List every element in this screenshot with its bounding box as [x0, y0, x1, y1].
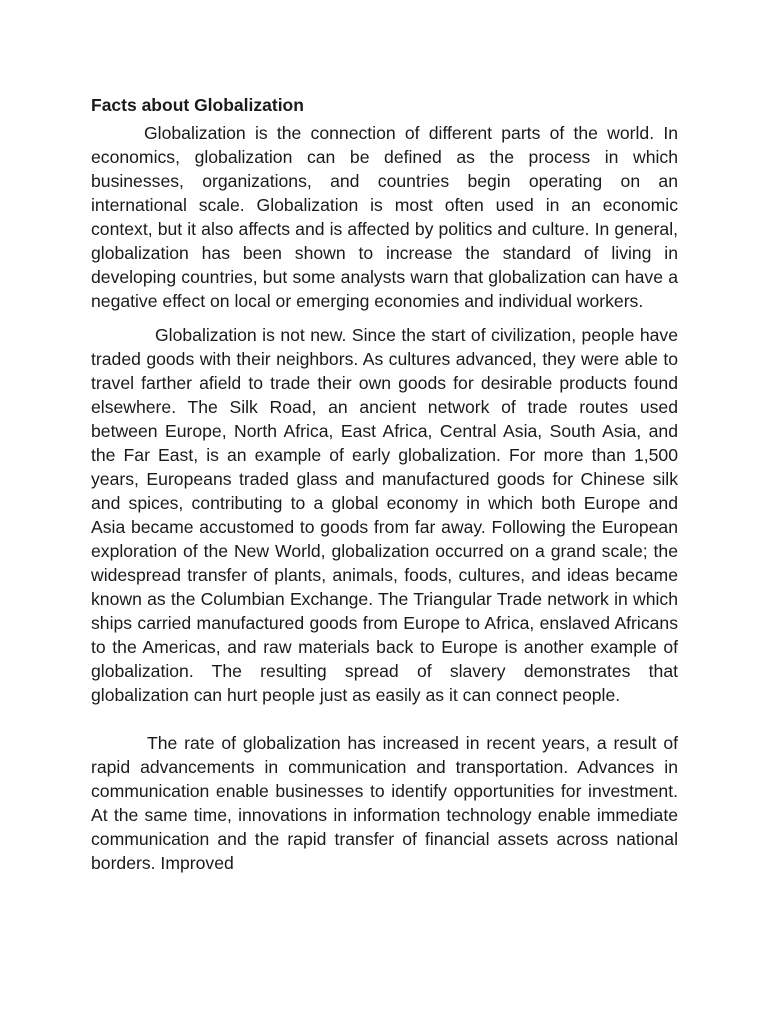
- document-page: [91, 93, 678, 875]
- paragraph-modern: The rate of globalization has increased in recent years, a result of rapid advancements in communication and transportation. Advances in communication enable businesses to identify opportunities for investment. At the same time, innovations in information technology enable immediate communication and the rapid transfer of financial assets across national borders. Improved: [91, 733, 678, 873]
- document-title: Facts about Globalization: [91, 95, 304, 115]
- paragraph-intro: Globalization is the connection of different parts of the world. In economics, globalization can be defined as the process in which businesses, organizations, and countries begin operating on an international scale. Globalization is most often used in an economic context, but it also affects and is affected by politics and culture. In general, globalization has been shown to increase the standard of living in developing countries, but some analysts warn that globalization can have a negative effect on local or emerging economies and individual workers.: [91, 123, 678, 311]
- paragraph-history: Globalization is not new. Since the start of civilization, people have traded goods with their neighbors. As cultures advanced, they were able to travel farther afield to trade their own goods for desirable products found elsewhere. The Silk Road, an ancient network of trade routes used between Europe, North Africa, East Africa, Central Asia, South Asia, and the Far East, is an example of early globalization. For more than 1,500 years, Europeans traded glass and manufactured goods for Chinese silk and spices, contributing to a global economy in which both Europe and Asia became accustomed to goods from far away. Following the European exploration of the New World, globalization occurred on a grand scale; the widespread transfer of plants, animals, foods, cultures, and ideas became known as the Columbian Exchange. The Triangular Trade network in which ships carried manufactured goods from Europe to Africa, enslaved Africans to the Americas, and raw materials back to Europe is another example of globalization. The resulting spread of slavery demonstrates that globalization can hurt people just as easily as it can connect people.: [91, 325, 678, 705]
